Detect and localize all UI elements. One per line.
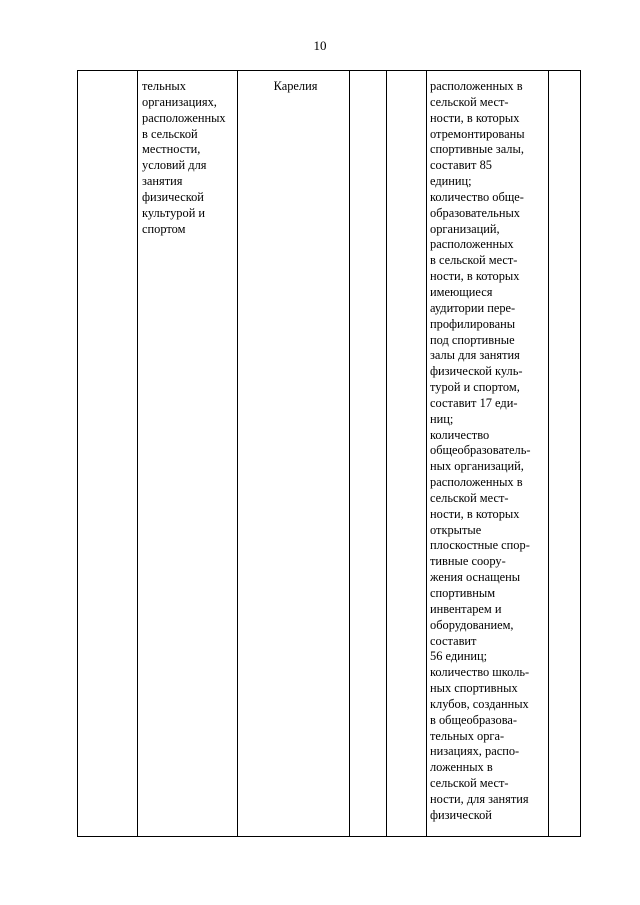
- text-line: ности, для занятия: [430, 791, 529, 806]
- text-line: оборудованием,: [430, 617, 514, 632]
- text-line: общеобразователь-: [430, 443, 531, 458]
- text-line: инвентарем и: [430, 601, 502, 616]
- text-line: жения оснащены: [430, 570, 521, 585]
- table-cell-activity: [138, 71, 238, 837]
- text-line: составит: [430, 633, 477, 648]
- text-line: количество обще-: [430, 189, 524, 204]
- text-line: ности, в которых: [430, 269, 520, 284]
- text-line: в сельской мест-: [430, 253, 518, 268]
- table-cell-region: [238, 71, 350, 837]
- text-line: низациях, распо-: [430, 744, 520, 759]
- table-row: [78, 71, 581, 837]
- text-line: расположенных: [142, 110, 226, 125]
- text-line: отремонтированы: [430, 126, 525, 141]
- text-line: сельской мест-: [430, 94, 509, 109]
- table-cell-indicators: [427, 71, 549, 837]
- table-cell-empty-1: [350, 71, 387, 837]
- activity-text: [138, 71, 237, 237]
- text-line: занятия: [142, 174, 183, 189]
- indicators-text: [427, 71, 548, 824]
- text-line: составит 17 еди-: [430, 395, 518, 410]
- text-line: физической: [142, 189, 204, 204]
- text-line: имеющиеся: [430, 284, 493, 299]
- text-line: физической куль-: [430, 364, 523, 379]
- text-line: аудитории пере-: [430, 300, 516, 315]
- text-line: количество: [430, 427, 490, 442]
- text-line: открытые: [430, 522, 482, 537]
- page-number: 10: [313, 38, 327, 53]
- text-line: расположенных в: [430, 79, 523, 93]
- text-line: сельской мест-: [430, 490, 509, 505]
- text-line: культурой и: [142, 205, 206, 220]
- text-line: тельных: [142, 79, 186, 93]
- text-line: турой и спортом,: [430, 380, 520, 395]
- text-line: составит 85: [430, 158, 492, 173]
- text-line: залы для занятия: [430, 348, 520, 363]
- text-line: ности, в которых: [430, 506, 520, 521]
- text-line: единиц;: [430, 174, 472, 189]
- text-line: сельской мест-: [430, 776, 509, 791]
- text-line: в сельской: [142, 126, 198, 141]
- text-line: ных организаций,: [430, 459, 524, 474]
- text-line: расположенных в: [430, 475, 523, 490]
- text-line: условий для: [142, 158, 207, 173]
- table-cell-empty-3: [549, 71, 581, 837]
- text-line: ности, в которых: [430, 110, 520, 125]
- document-table: [77, 70, 581, 837]
- text-line: организаций,: [430, 221, 500, 236]
- text-line: организациях,: [142, 94, 217, 109]
- text-line: 56 единиц;: [430, 649, 488, 664]
- text-line: расположенных: [430, 237, 514, 252]
- region-text: Карелия: [273, 79, 318, 93]
- text-line: физической: [430, 807, 492, 822]
- text-line: ложенных в: [430, 760, 493, 775]
- table-cell-number: [78, 71, 138, 837]
- text-line: в общеобразова-: [430, 712, 518, 727]
- text-line: клубов, созданных: [430, 696, 529, 711]
- text-line: количество школь-: [430, 665, 530, 680]
- text-line: спортивные залы,: [430, 142, 524, 157]
- text-line: ных спортивных: [430, 681, 518, 696]
- text-line: спортивным: [430, 586, 496, 600]
- text-line: спортом: [142, 221, 186, 236]
- text-line: местности,: [142, 142, 201, 157]
- table-cell-empty-2: [387, 71, 427, 837]
- text-line: под спортивные: [430, 332, 515, 347]
- text-line: образовательных: [430, 205, 520, 220]
- text-line: плоскостные спор-: [430, 538, 530, 553]
- text-line: профилированы: [430, 316, 516, 331]
- text-line: тивные соору-: [430, 554, 506, 569]
- text-line: ниц;: [430, 411, 454, 426]
- text-line: тельных орга-: [430, 728, 505, 743]
